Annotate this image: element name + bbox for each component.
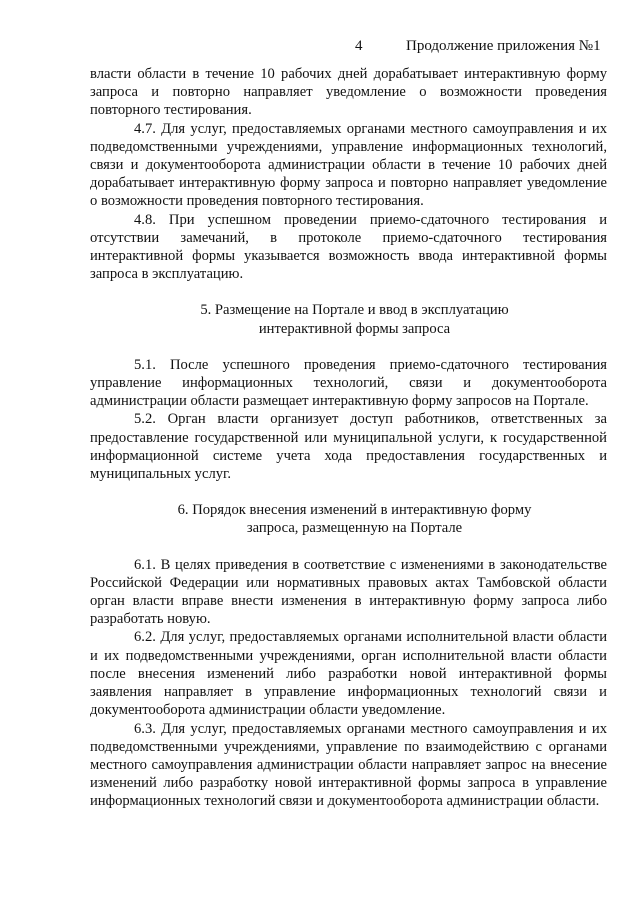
section-6-heading-line-2: запроса, размещенную на Портале xyxy=(246,520,463,537)
paragraph-6-2: 6.2. Для услуг, предоставляемых органами исполнительной власти области и их подведомственными учреждениями, орган исполнительной власти области после внесения изменений либо разработки новой интерактивной формы заявления направляет в управление информационных технологий связи и документооборота администрации области уведомление. xyxy=(90,629,607,719)
appendix-continuation-label: Продолжение приложения №1 xyxy=(406,38,601,54)
section-5-heading-line-1: 5. Размещение на Портале и ввод в эксплуатацию xyxy=(200,302,509,319)
page-number: 4 xyxy=(355,38,363,54)
paragraph-6-1: 6.1. В целях приведения в соответствие с изменениями в законодательстве Российской Федерации или нормативных правовых актах Тамбовской области орган власти вправе внести изменения в интерактивную форму запроса либо разработать новую. xyxy=(90,556,607,628)
page-header xyxy=(0,38,640,58)
paragraph-4-7: 4.7. Для услуг, предоставляемых органами местного самоуправления и их подведомственными учреждениями, управление информационных технологий, связи и документооборота администрации области в течение 10 рабочих дней дорабатывает интерактивную форму запроса и повторно направляет уведомление о возможности проведения повторного тестирования. xyxy=(90,120,607,210)
section-6-heading-line-1: 6. Порядок внесения изменений в интерактивную форму xyxy=(177,502,532,519)
paragraph-4-6-continuation: власти области в течение 10 рабочих дней дорабатывает интерактивную форму запроса и повторно направляет уведомление о возможности проведения повторного тестирования. xyxy=(90,66,607,119)
section-6-heading xyxy=(90,501,607,537)
section-5-heading-line-2: интерактивной формы запроса xyxy=(258,320,451,337)
paragraph-5-1: 5.1. После успешного проведения приемо-сдаточного тестирования управление информационных технологий, связи и документооборота администрации области размещает интерактивную форму запросов на Портале. xyxy=(90,356,607,410)
document-body xyxy=(90,65,607,811)
paragraph-4-8: 4.8. При успешном проведении приемо-сдаточного тестирования и отсутствии замечаний, в протоколе приемо-сдаточного тестирования интерактивной формы указывается возможность ввода интерактивной формы запроса в эксплуатацию. xyxy=(90,211,607,283)
paragraph-6-3: 6.3. Для услуг, предоставляемых органами местного самоуправления и их подведомственными учреждениями, управление по взаимодействию с органами местного самоуправления администрации области направляет запрос на внесение изменений либо разработку новой интерактивной формы запроса в управление информационных технологий связи и документооборота администрации области. xyxy=(90,720,607,810)
section-5-heading xyxy=(90,301,607,337)
paragraph-5-2: 5.2. Орган власти организует доступ работников, ответственных за предоставление государственной или муниципальной услуги, к государственной информационной системе учета хода предоставления государственных и муниципальных услуг. xyxy=(90,411,607,483)
